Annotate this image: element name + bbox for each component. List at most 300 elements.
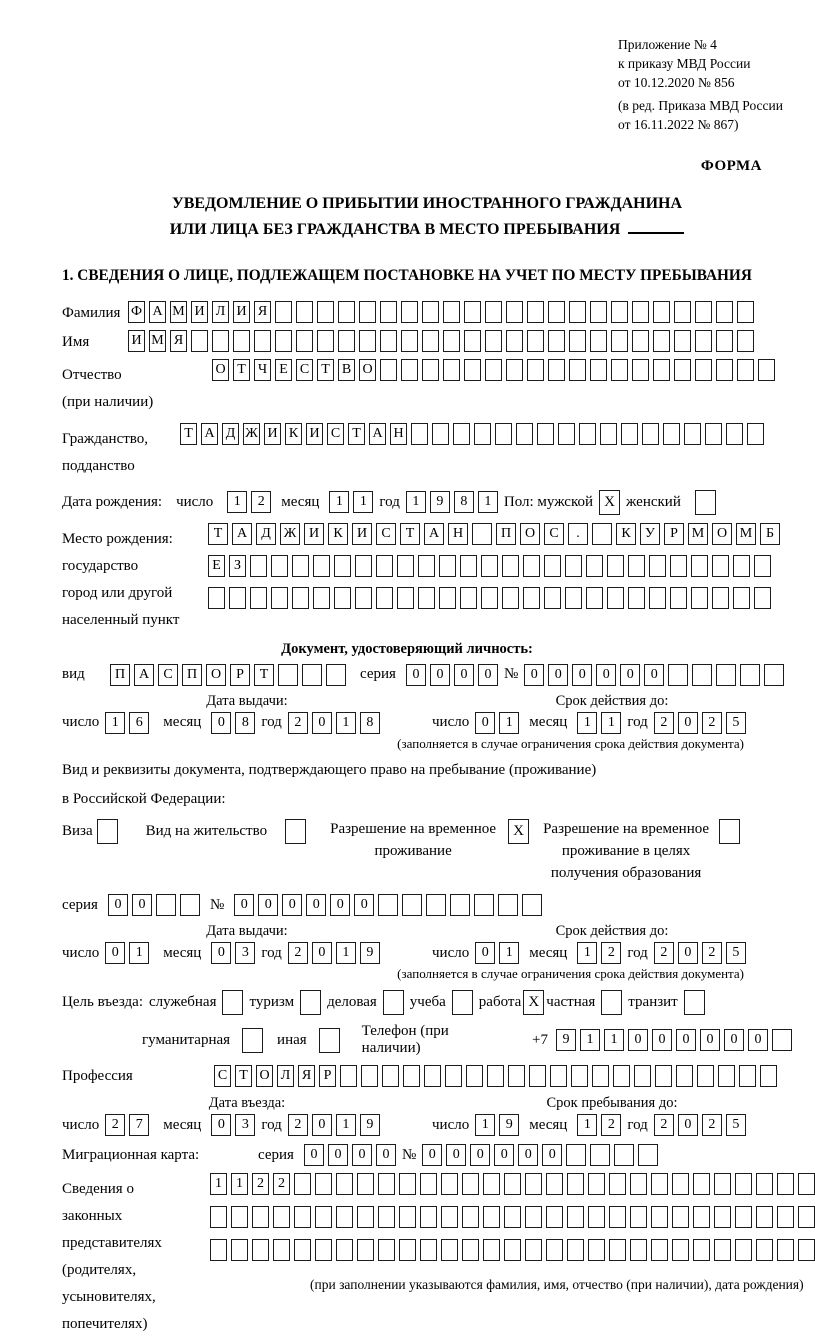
char-cell[interactable] — [504, 1173, 521, 1195]
char-cell[interactable] — [361, 1065, 378, 1087]
char-cell[interactable] — [271, 555, 288, 577]
char-cell[interactable] — [380, 359, 397, 381]
char-cell[interactable]: М — [149, 330, 166, 352]
char-cell[interactable] — [546, 1206, 563, 1228]
char-cell[interactable] — [422, 301, 439, 323]
char-cell[interactable]: 0 — [330, 894, 350, 916]
char-cell[interactable]: Д — [256, 523, 276, 545]
char-cell[interactable] — [611, 301, 628, 323]
char-cell[interactable] — [588, 1239, 605, 1261]
doc-issue-year-input[interactable] — [288, 712, 380, 734]
char-cell[interactable]: В — [338, 359, 355, 381]
char-cell[interactable]: Ж — [243, 423, 260, 445]
char-cell[interactable]: И — [233, 301, 250, 323]
char-cell[interactable] — [474, 894, 494, 916]
char-cell[interactable] — [292, 587, 309, 609]
char-cell[interactable] — [772, 1029, 792, 1051]
char-cell[interactable] — [693, 1206, 710, 1228]
char-cell[interactable]: Л — [212, 301, 229, 323]
char-cell[interactable]: 2 — [601, 942, 621, 964]
birth-month-input[interactable] — [329, 491, 373, 513]
char-cell[interactable] — [739, 1065, 756, 1087]
char-cell[interactable] — [450, 894, 470, 916]
char-cell[interactable]: 1 — [336, 942, 356, 964]
char-cell[interactable]: 1 — [129, 942, 149, 964]
res-issue-month-input[interactable] — [211, 942, 255, 964]
char-cell[interactable] — [590, 359, 607, 381]
char-cell[interactable] — [443, 330, 460, 352]
char-cell[interactable] — [569, 330, 586, 352]
char-cell[interactable]: 0 — [306, 894, 326, 916]
char-cell[interactable]: Т — [317, 359, 334, 381]
char-cell[interactable]: 0 — [494, 1144, 514, 1166]
char-cell[interactable] — [695, 301, 712, 323]
char-cell[interactable]: М — [170, 301, 187, 323]
char-cell[interactable]: 2 — [288, 1114, 308, 1136]
char-cell[interactable] — [760, 1065, 777, 1087]
char-cell[interactable] — [693, 1173, 710, 1195]
char-cell[interactable] — [378, 1206, 395, 1228]
char-cell[interactable] — [382, 1065, 399, 1087]
char-cell[interactable]: О — [206, 664, 226, 686]
char-cell[interactable] — [357, 1239, 374, 1261]
char-cell[interactable] — [653, 301, 670, 323]
patronymic-input[interactable] — [212, 359, 775, 381]
char-cell[interactable] — [522, 894, 542, 916]
char-cell[interactable] — [271, 587, 288, 609]
char-cell[interactable] — [376, 587, 393, 609]
char-cell[interactable] — [302, 664, 322, 686]
char-cell[interactable] — [756, 1239, 773, 1261]
char-cell[interactable] — [401, 330, 418, 352]
char-cell[interactable] — [380, 330, 397, 352]
char-cell[interactable]: М — [688, 523, 708, 545]
char-cell[interactable]: Н — [448, 523, 468, 545]
char-cell[interactable] — [592, 1065, 609, 1087]
char-cell[interactable]: Л — [277, 1065, 294, 1087]
char-cell[interactable] — [674, 330, 691, 352]
char-cell[interactable]: 2 — [273, 1173, 290, 1195]
char-cell[interactable] — [464, 359, 481, 381]
char-cell[interactable] — [464, 301, 481, 323]
char-cell[interactable] — [718, 1065, 735, 1087]
char-cell[interactable]: Я — [170, 330, 187, 352]
char-cell[interactable]: 2 — [601, 1114, 621, 1136]
char-cell[interactable] — [523, 587, 540, 609]
char-cell[interactable]: 0 — [596, 664, 616, 686]
char-cell[interactable]: 0 — [211, 1114, 231, 1136]
char-cell[interactable] — [726, 423, 743, 445]
char-cell[interactable] — [697, 1065, 714, 1087]
char-cell[interactable]: 1 — [601, 712, 621, 734]
rvp-checkbox[interactable]: X — [508, 819, 529, 844]
char-cell[interactable] — [544, 555, 561, 577]
char-cell[interactable] — [399, 1173, 416, 1195]
char-cell[interactable] — [292, 555, 309, 577]
char-cell[interactable] — [714, 1173, 731, 1195]
char-cell[interactable]: 0 — [620, 664, 640, 686]
char-cell[interactable]: 0 — [354, 894, 374, 916]
char-cell[interactable] — [485, 301, 502, 323]
char-cell[interactable]: У — [640, 523, 660, 545]
char-cell[interactable] — [609, 1206, 626, 1228]
char-cell[interactable]: М — [736, 523, 756, 545]
surname-input[interactable] — [128, 301, 754, 323]
char-cell[interactable] — [798, 1206, 815, 1228]
char-cell[interactable] — [411, 423, 428, 445]
char-cell[interactable] — [439, 587, 456, 609]
char-cell[interactable] — [443, 301, 460, 323]
char-cell[interactable] — [638, 1144, 658, 1166]
char-cell[interactable] — [672, 1173, 689, 1195]
char-cell[interactable]: С — [214, 1065, 231, 1087]
char-cell[interactable]: Т — [233, 359, 250, 381]
char-cell[interactable]: 0 — [542, 1144, 562, 1166]
char-cell[interactable]: 1 — [478, 491, 498, 513]
char-cell[interactable] — [464, 330, 481, 352]
char-cell[interactable] — [378, 894, 398, 916]
char-cell[interactable] — [566, 1144, 586, 1166]
char-cell[interactable]: 1 — [353, 491, 373, 513]
char-cell[interactable]: Н — [390, 423, 407, 445]
char-cell[interactable]: 0 — [406, 664, 426, 686]
entry-month-input[interactable] — [211, 1114, 255, 1136]
char-cell[interactable]: Б — [760, 523, 780, 545]
given-name-input[interactable] — [128, 330, 754, 352]
char-cell[interactable]: К — [328, 523, 348, 545]
char-cell[interactable]: 1 — [499, 712, 519, 734]
char-cell[interactable]: О — [212, 359, 229, 381]
char-cell[interactable]: 1 — [577, 942, 597, 964]
char-cell[interactable]: 2 — [702, 942, 722, 964]
res-number-input[interactable] — [234, 894, 542, 916]
char-cell[interactable]: 2 — [252, 1173, 269, 1195]
res-series-input[interactable] — [108, 894, 200, 916]
char-cell[interactable] — [712, 587, 729, 609]
char-cell[interactable]: Р — [230, 664, 250, 686]
char-cell[interactable] — [611, 359, 628, 381]
char-cell[interactable] — [426, 894, 446, 916]
char-cell[interactable] — [592, 523, 612, 545]
char-cell[interactable] — [420, 1239, 437, 1261]
mig-series-input[interactable] — [304, 1144, 396, 1166]
char-cell[interactable] — [294, 1239, 311, 1261]
char-cell[interactable] — [460, 587, 477, 609]
char-cell[interactable] — [737, 359, 754, 381]
char-cell[interactable]: И — [264, 423, 281, 445]
char-cell[interactable]: 0 — [518, 1144, 538, 1166]
char-cell[interactable]: Т — [348, 423, 365, 445]
char-cell[interactable] — [590, 330, 607, 352]
char-cell[interactable]: 6 — [129, 712, 149, 734]
char-cell[interactable]: 0 — [328, 1144, 348, 1166]
char-cell[interactable] — [672, 1239, 689, 1261]
char-cell[interactable]: 0 — [628, 1029, 648, 1051]
char-cell[interactable] — [614, 1144, 634, 1166]
char-cell[interactable] — [359, 330, 376, 352]
char-cell[interactable] — [401, 301, 418, 323]
char-cell[interactable]: 0 — [470, 1144, 490, 1166]
char-cell[interactable] — [670, 587, 687, 609]
char-cell[interactable] — [422, 359, 439, 381]
res-issue-year-input[interactable] — [288, 942, 380, 964]
char-cell[interactable]: 0 — [678, 942, 698, 964]
char-cell[interactable] — [548, 301, 565, 323]
char-cell[interactable] — [506, 301, 523, 323]
char-cell[interactable] — [754, 555, 771, 577]
char-cell[interactable] — [296, 330, 313, 352]
char-cell[interactable] — [296, 301, 313, 323]
birth-year-input[interactable] — [406, 491, 498, 513]
char-cell[interactable] — [424, 1065, 441, 1087]
char-cell[interactable] — [607, 555, 624, 577]
char-cell[interactable] — [567, 1239, 584, 1261]
char-cell[interactable] — [254, 330, 271, 352]
char-cell[interactable]: 0 — [748, 1029, 768, 1051]
char-cell[interactable] — [380, 301, 397, 323]
char-cell[interactable] — [716, 664, 736, 686]
char-cell[interactable]: 1 — [231, 1173, 248, 1195]
char-cell[interactable] — [523, 555, 540, 577]
char-cell[interactable]: Д — [222, 423, 239, 445]
char-cell[interactable]: Я — [298, 1065, 315, 1087]
char-cell[interactable] — [231, 1239, 248, 1261]
res-expiry-day-input[interactable] — [475, 942, 519, 964]
char-cell[interactable]: 0 — [430, 664, 450, 686]
char-cell[interactable] — [485, 359, 502, 381]
char-cell[interactable] — [502, 555, 519, 577]
char-cell[interactable] — [537, 423, 554, 445]
char-cell[interactable] — [397, 555, 414, 577]
char-cell[interactable]: 2 — [654, 1114, 674, 1136]
char-cell[interactable]: С — [544, 523, 564, 545]
doc-issue-day-input[interactable] — [105, 712, 149, 734]
char-cell[interactable]: С — [327, 423, 344, 445]
char-cell[interactable] — [483, 1173, 500, 1195]
char-cell[interactable] — [642, 423, 659, 445]
char-cell[interactable]: 3 — [235, 942, 255, 964]
char-cell[interactable] — [445, 1065, 462, 1087]
char-cell[interactable] — [565, 555, 582, 577]
char-cell[interactable] — [607, 587, 624, 609]
char-cell[interactable]: 0 — [678, 712, 698, 734]
char-cell[interactable] — [628, 587, 645, 609]
char-cell[interactable] — [565, 587, 582, 609]
char-cell[interactable] — [403, 1065, 420, 1087]
guardians-row2-input[interactable] — [210, 1206, 815, 1228]
char-cell[interactable] — [634, 1065, 651, 1087]
char-cell[interactable]: 1 — [329, 491, 349, 513]
residence-permit-checkbox[interactable] — [285, 819, 306, 844]
purpose-other-checkbox[interactable] — [319, 1028, 340, 1053]
char-cell[interactable]: И — [304, 523, 324, 545]
char-cell[interactable] — [527, 359, 544, 381]
char-cell[interactable]: 9 — [430, 491, 450, 513]
char-cell[interactable]: 1 — [580, 1029, 600, 1051]
char-cell[interactable] — [481, 587, 498, 609]
char-cell[interactable]: 0 — [572, 664, 592, 686]
char-cell[interactable]: 0 — [304, 1144, 324, 1166]
char-cell[interactable] — [630, 1239, 647, 1261]
char-cell[interactable] — [609, 1239, 626, 1261]
char-cell[interactable] — [275, 301, 292, 323]
char-cell[interactable] — [252, 1239, 269, 1261]
char-cell[interactable] — [359, 301, 376, 323]
char-cell[interactable]: 0 — [478, 664, 498, 686]
purpose-transit-checkbox[interactable] — [684, 990, 705, 1015]
sex-male-checkbox[interactable]: X — [599, 490, 620, 515]
char-cell[interactable] — [758, 359, 775, 381]
char-cell[interactable] — [401, 359, 418, 381]
char-cell[interactable]: 9 — [360, 1114, 380, 1136]
char-cell[interactable]: Ж — [280, 523, 300, 545]
birth-place-row1-input[interactable] — [208, 523, 780, 545]
char-cell[interactable]: С — [376, 523, 396, 545]
char-cell[interactable]: А — [201, 423, 218, 445]
char-cell[interactable]: 1 — [336, 712, 356, 734]
char-cell[interactable] — [735, 1173, 752, 1195]
char-cell[interactable] — [567, 1173, 584, 1195]
purpose-study-checkbox[interactable] — [452, 990, 473, 1015]
char-cell[interactable]: Т — [254, 664, 274, 686]
char-cell[interactable] — [453, 423, 470, 445]
guardians-row1-input[interactable] — [210, 1173, 815, 1195]
char-cell[interactable]: П — [182, 664, 202, 686]
char-cell[interactable] — [798, 1239, 815, 1261]
char-cell[interactable] — [506, 330, 523, 352]
char-cell[interactable]: 0 — [475, 942, 495, 964]
char-cell[interactable]: И — [306, 423, 323, 445]
char-cell[interactable] — [590, 1144, 610, 1166]
char-cell[interactable] — [756, 1173, 773, 1195]
char-cell[interactable] — [441, 1206, 458, 1228]
char-cell[interactable] — [716, 359, 733, 381]
char-cell[interactable] — [462, 1173, 479, 1195]
char-cell[interactable] — [733, 587, 750, 609]
char-cell[interactable] — [737, 330, 754, 352]
char-cell[interactable]: 0 — [211, 942, 231, 964]
char-cell[interactable]: 0 — [258, 894, 278, 916]
res-expiry-month-input[interactable] — [577, 942, 621, 964]
char-cell[interactable] — [550, 1065, 567, 1087]
stay-year-input[interactable] — [654, 1114, 746, 1136]
char-cell[interactable] — [432, 423, 449, 445]
char-cell[interactable] — [418, 555, 435, 577]
char-cell[interactable] — [586, 555, 603, 577]
char-cell[interactable]: О — [359, 359, 376, 381]
char-cell[interactable] — [609, 1173, 626, 1195]
char-cell[interactable]: 0 — [376, 1144, 396, 1166]
char-cell[interactable] — [632, 330, 649, 352]
char-cell[interactable]: 2 — [288, 712, 308, 734]
char-cell[interactable] — [544, 587, 561, 609]
char-cell[interactable]: П — [110, 664, 130, 686]
char-cell[interactable] — [716, 301, 733, 323]
char-cell[interactable]: Т — [400, 523, 420, 545]
char-cell[interactable] — [649, 555, 666, 577]
char-cell[interactable]: Р — [664, 523, 684, 545]
char-cell[interactable] — [315, 1173, 332, 1195]
char-cell[interactable] — [569, 301, 586, 323]
char-cell[interactable]: 0 — [724, 1029, 744, 1051]
char-cell[interactable] — [210, 1206, 227, 1228]
char-cell[interactable] — [443, 359, 460, 381]
char-cell[interactable] — [273, 1206, 290, 1228]
char-cell[interactable] — [611, 330, 628, 352]
char-cell[interactable] — [525, 1206, 542, 1228]
char-cell[interactable]: О — [712, 523, 732, 545]
char-cell[interactable] — [334, 587, 351, 609]
char-cell[interactable] — [692, 664, 712, 686]
char-cell[interactable] — [651, 1206, 668, 1228]
char-cell[interactable] — [754, 587, 771, 609]
phone-input[interactable] — [556, 1029, 792, 1051]
char-cell[interactable]: 1 — [577, 1114, 597, 1136]
char-cell[interactable] — [621, 423, 638, 445]
char-cell[interactable] — [326, 664, 346, 686]
char-cell[interactable] — [460, 555, 477, 577]
char-cell[interactable] — [441, 1239, 458, 1261]
char-cell[interactable] — [462, 1239, 479, 1261]
char-cell[interactable]: . — [568, 523, 588, 545]
char-cell[interactable]: 8 — [360, 712, 380, 734]
char-cell[interactable] — [208, 587, 225, 609]
char-cell[interactable] — [712, 555, 729, 577]
doc-expiry-month-input[interactable] — [577, 712, 621, 734]
char-cell[interactable] — [317, 301, 334, 323]
char-cell[interactable] — [250, 587, 267, 609]
char-cell[interactable] — [546, 1239, 563, 1261]
char-cell[interactable]: 1 — [105, 712, 125, 734]
char-cell[interactable] — [525, 1173, 542, 1195]
char-cell[interactable] — [695, 330, 712, 352]
char-cell[interactable] — [313, 555, 330, 577]
char-cell[interactable]: А — [232, 523, 252, 545]
doc-expiry-day-input[interactable] — [475, 712, 519, 734]
char-cell[interactable] — [548, 330, 565, 352]
char-cell[interactable] — [691, 555, 708, 577]
char-cell[interactable] — [483, 1206, 500, 1228]
char-cell[interactable] — [399, 1206, 416, 1228]
char-cell[interactable]: 0 — [454, 664, 474, 686]
char-cell[interactable]: Е — [275, 359, 292, 381]
res-expiry-year-input[interactable] — [654, 942, 746, 964]
doc-expiry-year-input[interactable] — [654, 712, 746, 734]
char-cell[interactable] — [590, 301, 607, 323]
char-cell[interactable]: 8 — [454, 491, 474, 513]
char-cell[interactable] — [378, 1239, 395, 1261]
char-cell[interactable]: 0 — [678, 1114, 698, 1136]
char-cell[interactable] — [747, 423, 764, 445]
char-cell[interactable] — [579, 423, 596, 445]
char-cell[interactable] — [376, 555, 393, 577]
char-cell[interactable] — [472, 523, 492, 545]
char-cell[interactable]: 0 — [282, 894, 302, 916]
char-cell[interactable] — [632, 359, 649, 381]
char-cell[interactable]: 1 — [210, 1173, 227, 1195]
char-cell[interactable] — [569, 359, 586, 381]
char-cell[interactable] — [502, 587, 519, 609]
char-cell[interactable] — [567, 1206, 584, 1228]
char-cell[interactable] — [695, 359, 712, 381]
char-cell[interactable] — [668, 664, 688, 686]
char-cell[interactable]: 8 — [235, 712, 255, 734]
char-cell[interactable] — [210, 1239, 227, 1261]
char-cell[interactable] — [651, 1239, 668, 1261]
birth-day-input[interactable] — [227, 491, 271, 513]
char-cell[interactable] — [180, 894, 200, 916]
char-cell[interactable] — [558, 423, 575, 445]
